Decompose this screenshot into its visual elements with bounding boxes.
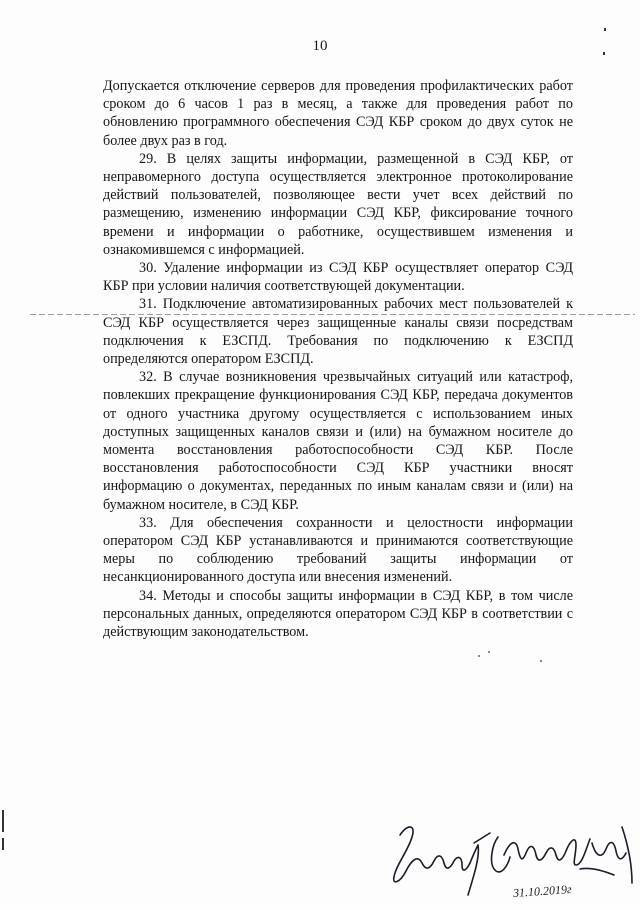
paragraph-29: 29. В целях защиты информации, размещенной в СЭД КБР, от неправомерного доступа осуществляется электронное протоколирование действий пользователей, позволяющее вести учет всех действий по размещению, изменению информации СЭД КБР, фиксирование точного времени и информации о работнике, осуществившем изменения и ознакомившемся с информацией. <box>103 150 573 258</box>
page-number: 10 <box>312 38 328 54</box>
paragraph-34: 34. Методы и способы защиты информации в СЭД КБР, в том числе персональных данных, определяются оператором СЭД КБР в соответствии с действующим законодательством. <box>103 587 573 641</box>
scan-speck <box>478 655 480 657</box>
signature-block <box>370 805 640 905</box>
paragraph-31: 31. Подключение автоматизированных рабочих мест пользователей к СЭД КБР осуществляется через защищенные каналы связи посредствам подключения к ЕЗСПД. Требования по подключению к ЕЗСПД определяются оператором ЕЗСПД. <box>103 296 573 368</box>
right-edge-mark <box>603 52 605 55</box>
scan-speck <box>540 660 542 662</box>
scan-speck <box>488 651 490 653</box>
right-edge-mark <box>604 28 606 31</box>
left-edge-mark <box>2 838 4 850</box>
paragraph-continuation: Допускается отключение серверов для проведения профилактических работ сроком до 6 часов 1 раз в месяц, а также для проведения работ по обновлению программного обеспечения СЭД КБР сроком до двух суток не более двух раз в год. <box>103 78 573 149</box>
paragraph-33: 33. Для обеспечения сохранности и целостности информации оператором СЭД КБР устанавливаются и принимаются соответствующие меры по соблюдению требований защиты информации от несанкционированного доступа или внесения изменений. <box>103 514 573 586</box>
signature-date: 31.10.2019г <box>512 881 573 901</box>
handwritten-signature <box>370 805 640 905</box>
scan-artifact-line <box>30 314 635 315</box>
paragraph-32: 32. В случае возникновения чрезвычайных ситуаций или катастроф, повлекших прекращение функционирования СЭД КБР, передача документов от одного участника другому осуществляется с использованием иных доступных защищенных каналов связи и (или) на бумажном носителе до момента восстановления работоспособности СЭД КБР. После восстановления работоспособности СЭД КБР участники вносят информацию о документах, переданных по иным каналам связи и (или) на бумажном носителе, в СЭД КБР. <box>103 369 573 513</box>
paragraph-30: 30. Удаление информации из СЭД КБР осуществляет оператор СЭД КБР при условии наличия соответствующей документации. <box>103 260 573 295</box>
document-body <box>103 77 573 641</box>
left-edge-mark <box>2 810 4 832</box>
